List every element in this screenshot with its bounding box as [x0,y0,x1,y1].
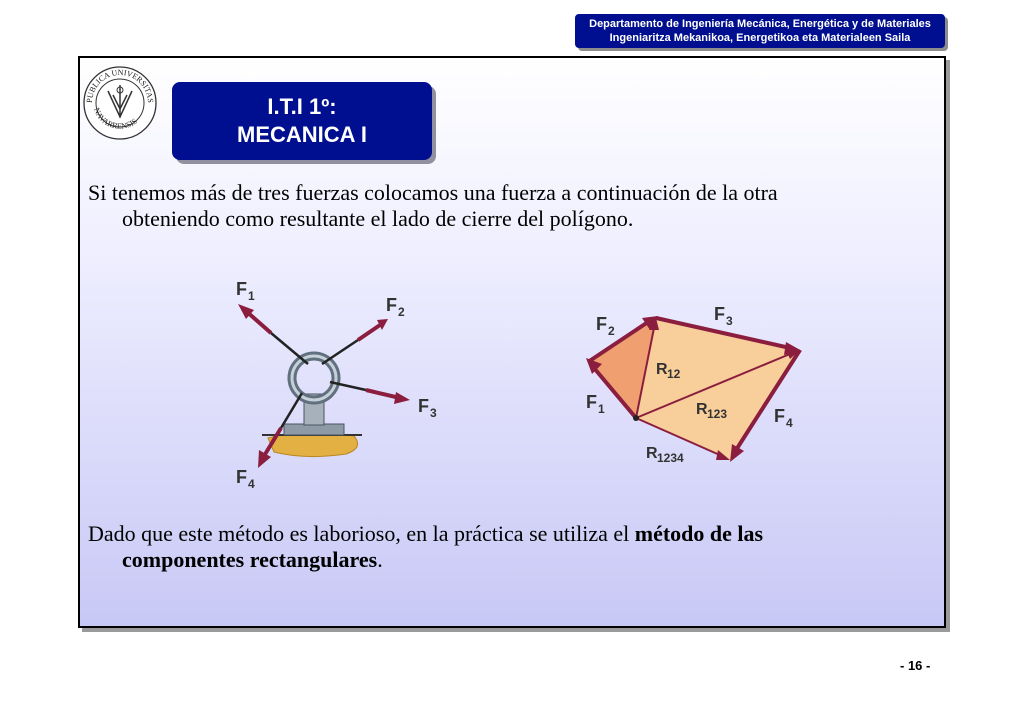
seal-text-top: PUBLICA UNIVERSITAS [84,67,156,104]
poly-label-f1: F [586,392,597,412]
label-f4: F [236,467,247,487]
label-f3: F [418,396,429,416]
poly-label-f2-sub: 2 [608,324,615,338]
paragraph-polygon-method [88,180,938,232]
paragraph-1-line-1: Si tenemos más de tres fuerzas colocamos una fuerza a continuación de la otra [88,180,778,205]
label-f2: F [386,295,397,315]
label-f1-sub: 1 [248,289,255,303]
label-f3-sub: 3 [430,406,437,420]
paragraph-2-line-2 [88,547,938,573]
poly-label-f3-sub: 3 [726,314,733,328]
department-banner [575,14,945,48]
paragraph-2-line-2-bold: componentes rectangulares [122,547,378,572]
poly-label-f2: F [596,314,607,334]
course-title-box [172,82,432,160]
page-number: - 16 - [900,658,931,673]
label-f4-sub: 4 [248,477,255,490]
poly-label-r1234-sub: 1234 [657,451,684,465]
paragraph-2-line-1-bold: método de las [634,521,764,546]
department-name-eu: Ingeniaritza Mekanikoa, Energetikoa eta Materialeen Saila [609,32,911,44]
department-name-es: Departamento de Ingeniería Mecánica, Energética y de Materiales [589,18,931,30]
seal-text-bottom: NAVARRENSIS [91,106,139,131]
forces-on-ring-figure [226,278,446,490]
course-title-line2: MECANICA I [237,122,367,147]
poly-label-f4: F [774,406,785,426]
label-f2-sub: 2 [398,305,405,319]
paragraph-2-line-2-end: . [377,547,383,572]
bolt-plate [284,424,344,435]
label-f1: F [236,279,247,299]
poly-label-r12: R [656,361,668,378]
ground-base [268,432,358,456]
paragraph-2-line-1-text: Dado que este método es laborioso, en la práctica se utiliza el [88,521,635,546]
paragraph-1-line-2: obteniendo como resultante el lado de cierre del polígono. [122,206,634,231]
poly-label-r12-sub: 12 [667,367,681,381]
poly-label-r1234: R [646,445,658,462]
poly-label-f4-sub: 4 [786,416,793,430]
poly-label-f1-sub: 1 [598,402,605,416]
course-title-line1: I.T.I 1º: [267,94,337,119]
polygon-origin-point [633,415,639,421]
poly-label-f3: F [714,304,725,324]
university-seal-icon [82,65,158,141]
poly-label-r123-sub: 123 [707,407,728,421]
poly-label-r123: R [696,401,708,418]
paragraph-rectangular-components [88,521,938,573]
force-polygon-figure [580,300,810,472]
